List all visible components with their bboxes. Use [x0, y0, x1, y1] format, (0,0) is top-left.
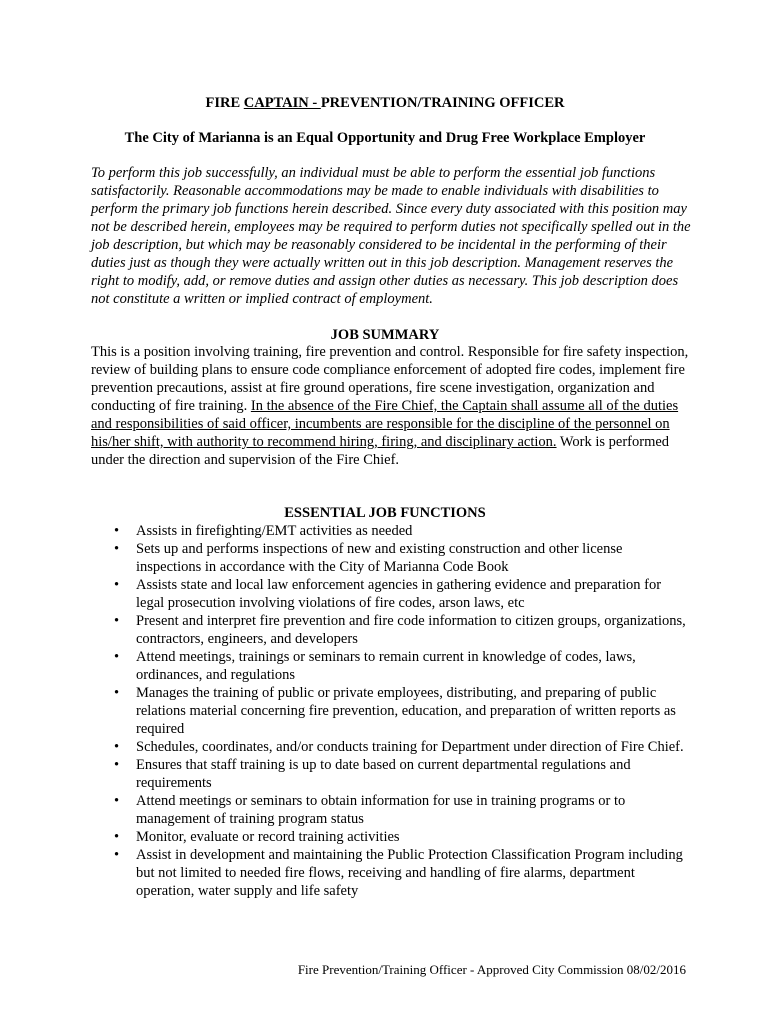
- list-item: [91, 828, 691, 846]
- list-item: [91, 540, 691, 576]
- list-item: [91, 846, 691, 900]
- bullet-icon: •: [114, 847, 120, 863]
- essential-functions-list: [91, 522, 691, 900]
- summary-underlined-text: In the absence of the Fire Chief, the Captain shall assume all of the duties and responsibilities of said officer, incumbents are responsible for the discipline of the personnel on his/her shift, with authority to recommend hiring, firing, and disciplinary action.: [91, 398, 679, 450]
- bullet-icon: •: [114, 613, 120, 629]
- summary-text: This is a position involving training, fire prevention and control. Responsible for fire safety inspection, review of building plans to ensure code compliance enforcement of adopted fire codes, implement fire prevention precautions, assist at fire ground operations, fire scene investigation, organization and conducting of fire training.: [91, 344, 689, 414]
- bullet-icon: •: [114, 829, 120, 845]
- list-item: [91, 756, 691, 792]
- page-footer: Fire Prevention/Training Officer - Approved City Commission 08/02/2016: [297, 962, 686, 977]
- title-underlined: CAPTAIN -: [243, 95, 321, 111]
- function-text: Schedules, coordinates, and/or conducts training for Department under direction of Fire Chief.: [136, 739, 684, 755]
- bullet-icon: •: [114, 685, 120, 701]
- bullet-icon: •: [114, 523, 120, 539]
- title-suffix: PREVENTION/TRAINING OFFICER: [320, 95, 565, 111]
- essential-functions-heading: ESSENTIAL JOB FUNCTIONS: [284, 505, 486, 521]
- function-text: Assist in development and maintaining the Public Protection Classification Program including but not limited to needed fire flows, receiving and handling of fire alarms, department operation, water supply and life safety: [136, 847, 683, 899]
- function-text: Ensures that staff training is up to date based on current departmental regulations and requirements: [136, 757, 631, 791]
- bullet-icon: •: [114, 577, 120, 593]
- function-text: Present and interpret fire prevention and fire code information to citizen groups, organizations, contractors, engineers, and developers: [136, 613, 686, 647]
- document-title: [0, 94, 770, 112]
- function-text: Attend meetings, trainings or seminars to remain current in knowledge of codes, laws, ordinances, and regulations: [136, 649, 636, 683]
- employer-statement: The City of Marianna is an Equal Opportunity and Drug Free Workplace Employer: [124, 130, 646, 146]
- bullet-icon: •: [114, 541, 120, 557]
- list-item: [91, 792, 691, 828]
- list-item: [91, 612, 691, 648]
- job-summary-heading: JOB SUMMARY: [330, 327, 440, 343]
- bullet-icon: •: [114, 757, 120, 773]
- function-text: Attend meetings or seminars to obtain information for use in training programs or to management of training program status: [136, 793, 626, 827]
- intro-paragraph: To perform this job successfully, an individual must be able to perform the essential job functions satisfactorily. Reasonable accommodations may be made to enable individuals with disabilities to perform the primary job functions herein described. Since every duty associated with this position may not be described herein, employees may be required to perform duties not specifically spelled out in the job description, but which may be reasonably considered to be incidental in the performing of their duties just as though they were actually written out in this job description. Management reserves the right to modify, add, or remove duties and assign other duties as necessary. This job description does not constitute a written or implied contract of employment.: [91, 165, 691, 307]
- summary-tail-text: Work is performed under the direction and supervision of the Fire Chief.: [91, 434, 670, 468]
- list-item: [91, 738, 691, 756]
- bullet-icon: •: [114, 793, 120, 809]
- function-text: Manages the training of public or private employees, distributing, and preparing of public relations material concerning fire prevention, education, and preparation of written reports as required: [136, 685, 676, 737]
- list-item: [91, 684, 691, 738]
- function-text: Monitor, evaluate or record training activities: [136, 829, 400, 845]
- list-item: [91, 576, 691, 612]
- bullet-icon: •: [114, 739, 120, 755]
- bullet-icon: •: [114, 649, 120, 665]
- function-text: Sets up and performs inspections of new and existing construction and other license inspections in accordance with the City of Marianna Code Book: [136, 541, 623, 575]
- list-item: [91, 522, 691, 540]
- list-item: [91, 648, 691, 684]
- function-text: Assists state and local law enforcement agencies in gathering evidence and preparation for legal prosecution involving violations of fire codes, arson laws, etc: [136, 577, 662, 611]
- job-summary-paragraph: [91, 343, 691, 469]
- title-prefix: FIRE: [205, 95, 244, 111]
- function-text: Assists in firefighting/EMT activities as needed: [136, 523, 413, 539]
